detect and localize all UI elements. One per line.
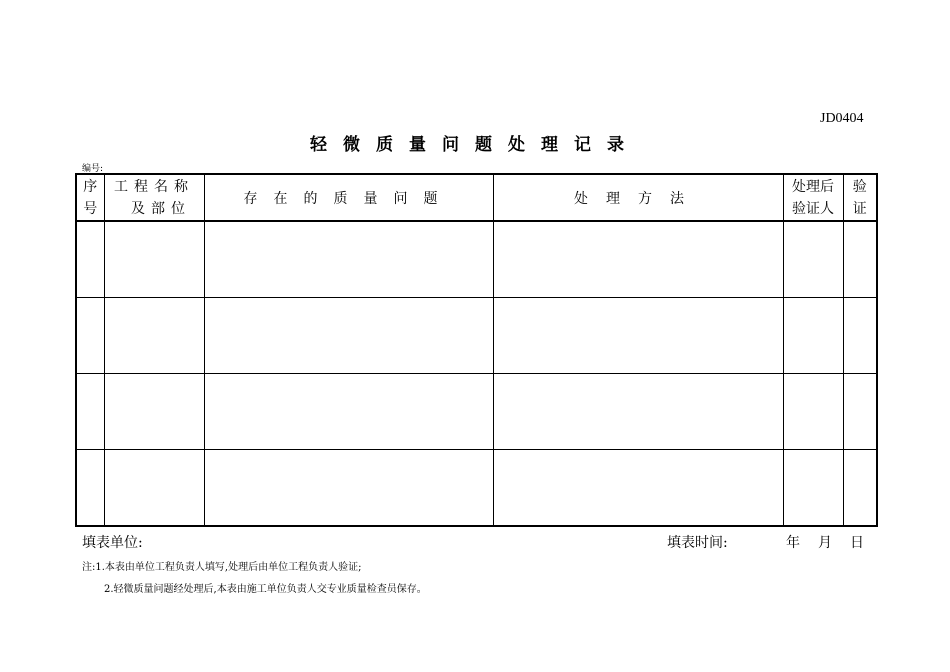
table-row	[76, 221, 877, 298]
header-seq: 序 号	[76, 174, 104, 221]
cell-project[interactable]	[104, 221, 204, 298]
cell-problem[interactable]	[204, 298, 493, 374]
cell-seq[interactable]	[76, 450, 104, 527]
cell-project[interactable]	[104, 374, 204, 450]
table-header-row	[76, 174, 877, 221]
cell-project[interactable]	[104, 450, 204, 527]
cell-problem[interactable]	[204, 450, 493, 527]
table-row	[76, 374, 877, 450]
table-row	[76, 450, 877, 527]
cell-method[interactable]	[493, 298, 783, 374]
cell-verify[interactable]	[843, 298, 877, 374]
cell-method[interactable]	[493, 221, 783, 298]
record-table	[75, 173, 878, 527]
cell-seq[interactable]	[76, 298, 104, 374]
header-verifier: 处理后 验证人	[783, 174, 843, 221]
page-title: 轻微质量问题处理记录	[310, 135, 640, 155]
cell-seq[interactable]	[76, 221, 104, 298]
cell-verify[interactable]	[843, 374, 877, 450]
year-label: 年	[786, 535, 800, 551]
month-label: 月	[818, 535, 832, 551]
cell-project[interactable]	[104, 298, 204, 374]
day-label: 日	[850, 535, 864, 551]
note-2: 2.轻微质量问题经处理后,本表由施工单位负责人交专业质量检查员保存。	[104, 584, 427, 595]
cell-verifier[interactable]	[783, 298, 843, 374]
cell-problem[interactable]	[204, 374, 493, 450]
cell-verifier[interactable]	[783, 450, 843, 527]
header-project: 工程名称 及部位	[104, 174, 204, 221]
cell-verifier[interactable]	[783, 221, 843, 298]
fill-unit-label: 填表单位:	[82, 535, 143, 551]
cell-verifier[interactable]	[783, 374, 843, 450]
header-verify: 验 证	[843, 174, 877, 221]
cell-verify[interactable]	[843, 221, 877, 298]
fill-time-label: 填表时间:	[667, 535, 728, 551]
table-row	[76, 298, 877, 374]
serial-number-label: 编号:	[82, 164, 104, 174]
cell-verify[interactable]	[843, 450, 877, 527]
form-code: JD0404	[820, 111, 864, 126]
note-1: 注:1.本表由单位工程负责人填写,处理后由单位工程负责人验证;	[82, 562, 362, 573]
cell-method[interactable]	[493, 374, 783, 450]
cell-method[interactable]	[493, 450, 783, 527]
header-method: 处理方法	[493, 174, 783, 221]
cell-seq[interactable]	[76, 374, 104, 450]
header-problem: 存在的质量问题	[204, 174, 493, 221]
cell-problem[interactable]	[204, 221, 493, 298]
